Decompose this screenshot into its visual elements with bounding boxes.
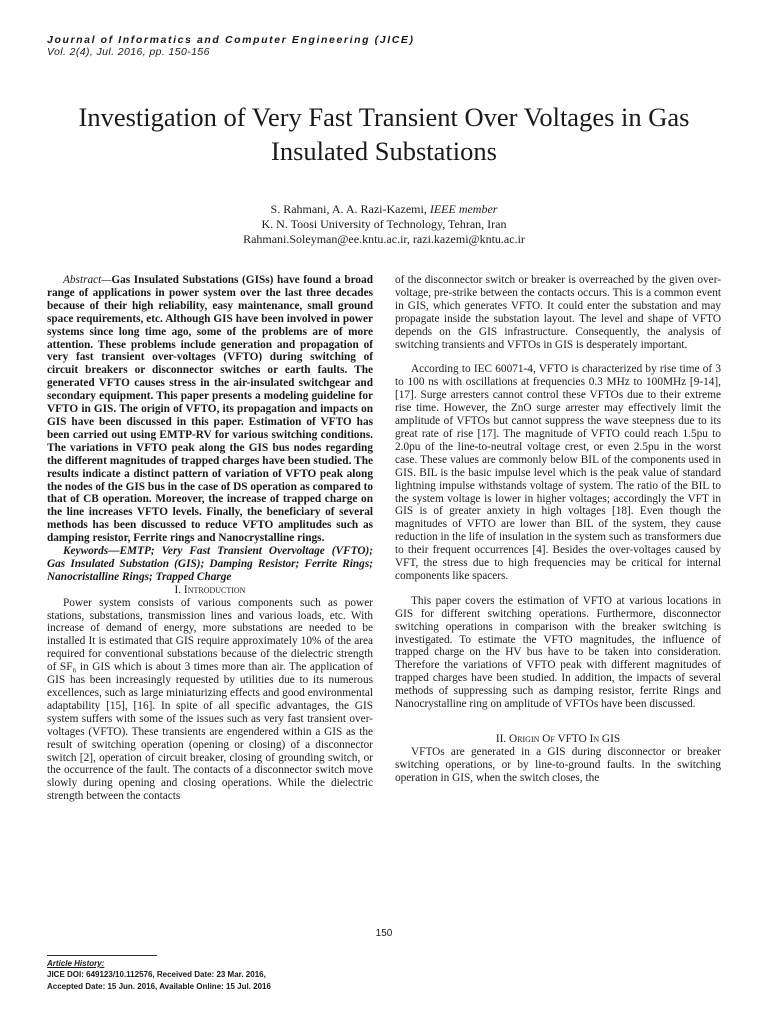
- paragraph-right-4: VFTOs are generated in a GIS during disconnector or breaker switching operations, or by line-to-ground faults. In the switching operation in GIS, when the switch closes, the: [395, 745, 721, 784]
- paragraph-right-1: of the disconnector switch or breaker is overreached by the given over-voltage, pre-strike between the contacts occurs. This is a common event in GIS, which generates VFTO. It could enter the substation and may propagate inside the substation layout. The level and shape of VFTO depends on the GIS infrastructure. Consequently, the analysis of switching transients and VFTOs in GIS is desperately important.: [395, 274, 721, 351]
- article-history-heading: Article History:: [47, 959, 105, 968]
- author-membership: IEEE member: [429, 202, 498, 216]
- affiliation: K. N. Toosi University of Technology, Tehran, Iran: [261, 217, 507, 231]
- abstract: [47, 274, 373, 545]
- paragraph-right-3: This paper covers the estimation of VFTO at various locations in GIS for different switching operations. Furthermore, disconnector switching operations in comparison with the breaker switching is investigated. To estimate the VFTO magnitudes, the influence of trapped charge on the HV bus have to be taken into consideration. Therefore the variations of VFTO peak with different magnitudes of trapped charges have been studied. In addition, the impacts of several methods of suppressing such as damping resistor, ferrite Rings and Nanocrystalline ring on amplitude of VFTOs have been discussed.: [395, 594, 721, 711]
- section-heading-introduction: I. Introduction: [174, 583, 246, 596]
- author-names: S. Rahmani, A. A. Razi-Kazemi,: [270, 202, 427, 216]
- keywords: Keywords—EMTP; Very Fast Transient Overvoltage (VFTO); Gas Insulated Substation (GIS); Damping Resistor; Ferrite Rings; Nanocristalline Rings; Trapped Charge: [47, 545, 373, 583]
- page-number: 150: [375, 928, 393, 939]
- journal-volume: Vol. 2(4), Jul. 2016, pp. 150-156: [47, 46, 210, 58]
- footer-rule: [47, 955, 157, 956]
- paper-title: Investigation of Very Fast Transient Over Voltages in Gas Insulated Substations: [78, 102, 690, 166]
- article-history: [47, 955, 271, 992]
- left-column: [47, 274, 373, 803]
- author-line: [0, 202, 768, 217]
- paragraph-right-2: According to IEC 60071-4, VFTO is characterized by rise time of 3 to 100 ns with oscillations at frequencies 0.3 MHz to 100MHz [9-14], [17]. Surge arresters cannot control these VFTOs due to their extreme rise time. However, the ZnO surge arrester may effectively limit the amplitude of VFTOs but cannot suppress the wave steepness due to its great rate of rise [17]. The magnitude of VFTO could reach 1.5pu to 2.0pu of the line-to-neutral voltage crest, or even 2.5pu in the worst case. These values are commonly below BIL of the components used in GIS. BIL is the basic impulse level which is the peak value of standard lightning impulse withstands voltage of system. The ratio of the BIL to the system voltage is lower in higher voltages; accordingly the VFT in GIS is of greater anxiety in high voltages [18]. Even though the magnitudes of VFTO are lower than BIL of the system, they cause reduction in the life of insulation in the system such as transformers due to their frequent occurrences [4]. Besides the over-voltages caused by VFT, the stress due to high frequencies may be critical for internal components like spacers.: [395, 363, 721, 582]
- section-heading-origin: II. Origin Of VFTO In GIS: [495, 733, 621, 745]
- author-emails: Rahmani.Soleyman@ee.kntu.ac.ir, razi.kazemi@kntu.ac.ir: [243, 232, 525, 246]
- abstract-lead: Abstract—: [63, 274, 112, 286]
- right-column: [395, 274, 721, 785]
- abstract-body: Gas Insulated Substations (GISs) have found a broad range of applications in power system over the last three decades because of their high reliability, easy maintenance, small ground space requirements, etc. Although GIS have been involved in power systems since long time ago, some of the problems are of more attention. These problems include generation and propagation of very fast transient over-voltages (VFTO) during switching of circuit breakers or disconnector switches or earth faults. The generated VFTO causes stress in the air-insulated switchgear and secondary equipment. This paper presents a modeling guideline for VFTO in GIS. The origin of VFTO, its propagation and impacts on GIS have been discussed in this paper. Estimation of VFTO has been carried out using EMTP-RV for various switching conditions. The variations in VFTO peak along the GIS bus nodes regarding the different magnitudes of trapped charges have been studied. The results indicate a distinct pattern of variation of VFTO peak along the nodes of the GIS bus in the case of DS operation as compared to that of CB operation. Moreover, the increase of trapped charge on the line increases VFTO levels. Finally, the beneficiary of several methods has been discussed to reduce VFTO amplitudes such as damping resistor, Ferrite rings and Nanocrystalline rings.: [47, 274, 373, 545]
- article-history-line-1: JICE DOI: 649123/10.112576, Received Date: 23 Mar. 2016,: [47, 970, 266, 980]
- article-history-line-2: Accepted Date: 15 Jun. 2016, Available Online: 15 Jul. 2016: [47, 981, 271, 991]
- journal-name: Journal of Informatics and Computer Engineering (JICE): [47, 34, 415, 46]
- paragraph-intro-1: Power system consists of various components such as power stations, substations, transmission lines and various loads, etc. With increase of demand of energy, more substations are needed to be installed It is estimated that GIS require approximately 10% of the area required for conventional substations because of the dielectric strength of SF₆ in GIS which is about 3 times more than air. The application of GIS has been increasingly requested by utilities due to its numerous excellences, such as large miniaturizing effects and good environmental adaptability [15], [16]. In spite of all specific advantages, the GIS system suffers with some of the issues such as very fast transient over-voltages (VFTO). These transients are engendered within a GIS as the result of switching operation (opening or closing) of a disconnector switch [2], operation of circuit breaker, closing of grounding switch, or the occurrence of the fault. The contacts of a disconnector switch move slowly during opening and closing operations. While the dielectric strength between the contacts: [47, 596, 373, 803]
- author-block: [0, 202, 768, 247]
